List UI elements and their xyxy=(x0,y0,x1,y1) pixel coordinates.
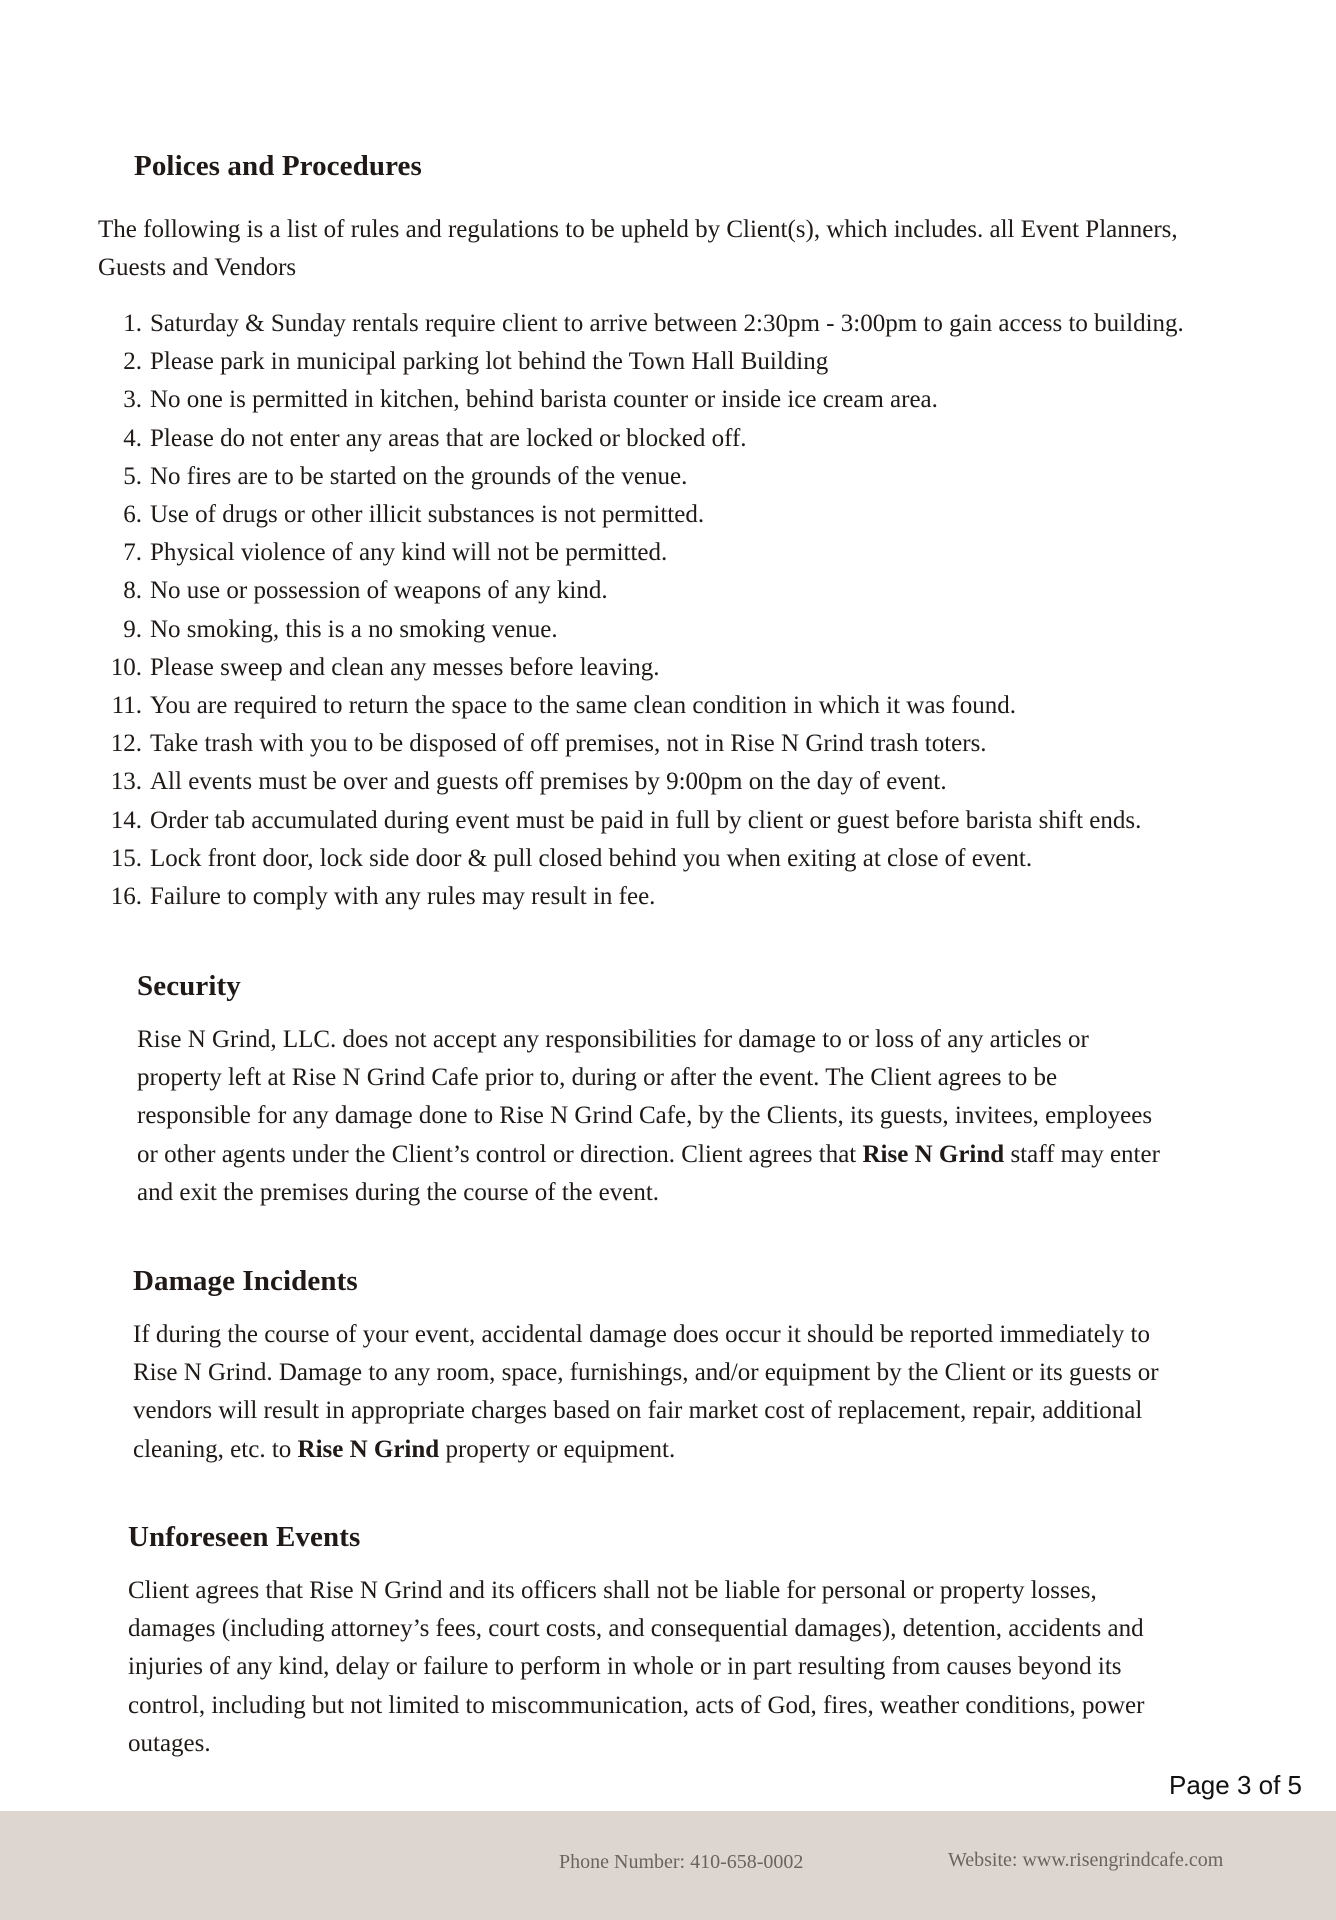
rule-item xyxy=(98,840,1328,878)
rule-item xyxy=(98,878,1328,916)
rule-number: 8. xyxy=(123,577,142,605)
rule-item xyxy=(98,763,1328,801)
rules-list xyxy=(98,305,1328,916)
rule-text: Use of drugs or other illicit substances is not permitted. xyxy=(150,501,705,529)
rule-number: 5. xyxy=(123,462,142,490)
rule-item xyxy=(98,496,1328,534)
rule-item xyxy=(98,305,1328,343)
rule-text: Lock front door, lock side door & pull closed behind you when exiting at close of event. xyxy=(150,844,1033,872)
rule-text: No fires are to be started on the grounds of the venue. xyxy=(150,462,688,490)
rule-number: 3. xyxy=(123,386,142,414)
security-body-bold: Rise N Grind xyxy=(862,1140,1005,1168)
rule-number: 7. xyxy=(123,539,142,567)
rule-number: 10. xyxy=(110,653,142,681)
rule-number: 13. xyxy=(110,768,142,796)
rule-text: No one is permitted in kitchen, behind barista counter or inside ice cream area. xyxy=(150,386,938,414)
rule-number: 9. xyxy=(123,615,142,643)
rule-item xyxy=(98,420,1328,458)
rule-number: 1. xyxy=(123,310,142,337)
rule-item xyxy=(98,534,1328,572)
rule-item xyxy=(98,687,1328,725)
rule-item xyxy=(98,611,1328,649)
rule-text: Take trash with you to be disposed of off premises, not in Rise N Grind trash toters. xyxy=(150,730,987,758)
damage-body-bold: Rise N Grind xyxy=(297,1435,440,1463)
rule-number: 16. xyxy=(110,883,142,911)
security-body-tail: staff may enter and exit the premises during the course of the event. xyxy=(137,1140,1160,1206)
footer-website: Website: www.risengrindcafe.com xyxy=(948,1849,1224,1871)
damage-body-text: If during the course of your event, accidental damage does occur it should be reported immediately to Rise N Grind. Damage to any room, space, furnishings, and/or equipment by the Client or its guests or vendors will result in appropriate charges based on fair market cost of replacement, repair, additional cleaning, etc. to xyxy=(133,1321,1159,1463)
rule-item xyxy=(98,572,1328,610)
rule-item xyxy=(98,381,1328,419)
policies-heading: Polices and Procedures xyxy=(134,150,422,182)
damage-section xyxy=(133,1265,1173,1469)
rule-number: 4. xyxy=(123,424,142,452)
rule-text: Failure to comply with any rules may result in fee. xyxy=(150,883,656,911)
rule-text: Physical violence of any kind will not be permitted. xyxy=(150,539,668,567)
rule-number: 12. xyxy=(110,730,142,758)
rule-number: 15. xyxy=(110,844,142,872)
rule-number: 6. xyxy=(123,501,142,529)
unforeseen-section xyxy=(128,1521,1188,1763)
page-number: Page 3 of 5 xyxy=(1169,1770,1302,1800)
unforeseen-body: Client agrees that Rise N Grind and its officers shall not be liable for personal or property losses, damages (including attorney’s fees, court costs, and consequential damages), detention, accidents and injuries of any kind, delay or failure to perform in whole or in part resulting from causes beyond its control, including but not limited to miscommunication, acts of God, fires, weather conditions, power outages. xyxy=(128,1577,1145,1757)
rule-item xyxy=(98,458,1328,496)
rule-text: All events must be over and guests off premises by 9:00pm on the day of event. xyxy=(150,768,947,796)
unforeseen-heading: Unforeseen Events xyxy=(128,1521,361,1553)
rule-text: Please do not enter any areas that are locked or blocked off. xyxy=(150,424,747,452)
damage-body xyxy=(133,1316,1173,1469)
rule-item xyxy=(98,802,1328,840)
security-body xyxy=(137,1021,1167,1212)
rule-text: Please park in municipal parking lot behind the Town Hall Building xyxy=(150,348,829,376)
footer-bar xyxy=(0,1811,1336,1920)
rule-text: Please sweep and clean any messes before leaving. xyxy=(150,653,660,681)
damage-body-tail: property or equipment. xyxy=(439,1435,676,1463)
damage-heading: Damage Incidents xyxy=(133,1265,358,1297)
rule-number: 2. xyxy=(123,348,142,376)
rule-text: You are required to return the space to the same clean condition in which it was found. xyxy=(150,692,1016,720)
rule-number: 14. xyxy=(110,806,142,834)
rule-item xyxy=(98,649,1328,687)
rule-text: Saturday & Sunday rentals require client to arrive between 2:30pm - 3:00pm to gain access to building. xyxy=(150,310,1184,337)
rule-item xyxy=(98,725,1328,763)
footer-phone: Phone Number: 410-658-0002 xyxy=(559,1851,804,1873)
security-heading: Security xyxy=(137,970,241,1002)
rule-number: 11. xyxy=(111,692,142,720)
rule-item xyxy=(98,343,1328,381)
rule-text: No smoking, this is a no smoking venue. xyxy=(150,615,558,643)
security-body-text: Rise N Grind, LLC. does not accept any responsibilities for damage to or loss of any articles or property left at Rise N Grind Cafe prior to, during or after the event. The Client agrees to be responsible for any damage done to Rise N Grind Cafe, by the Clients, its guests, invitees, employees or other agents under the Client’s control or direction. Client agrees that xyxy=(137,1026,1153,1168)
policies-intro: The following is a list of rules and regulations to be upheld by Client(s), which includes. all Event Planners, Guests and Vendors xyxy=(98,216,1178,281)
rule-text: No use or possession of weapons of any kind. xyxy=(150,577,608,605)
rule-text: Order tab accumulated during event must be paid in full by client or guest before barista shift ends. xyxy=(150,806,1142,834)
security-section xyxy=(137,970,1167,1212)
